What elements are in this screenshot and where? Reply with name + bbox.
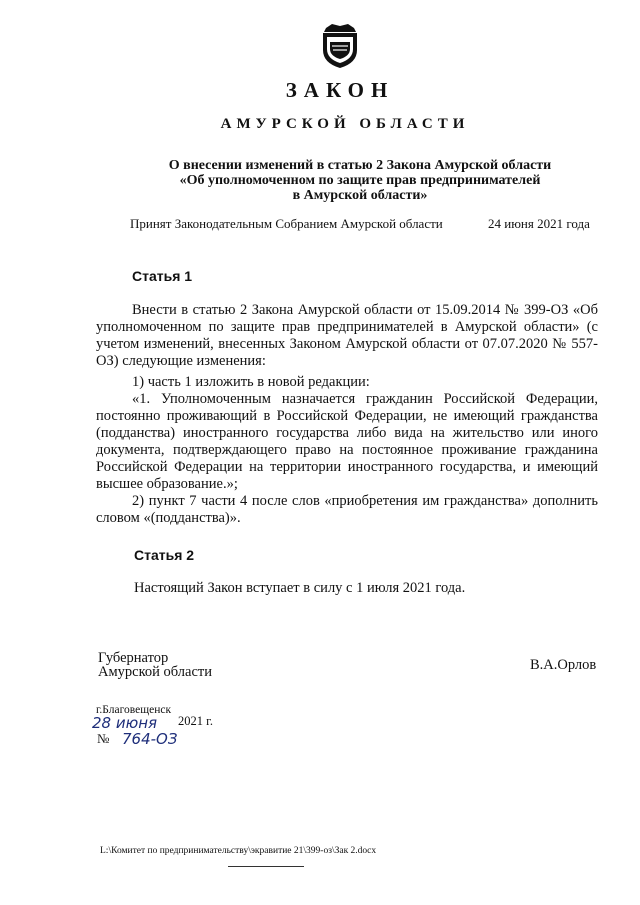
- article-1-item-2: 2) пункт 7 части 4 после слов «приобретения им гражданства» дополнить словом «(подданства)».: [96, 493, 598, 526]
- governor-region: Амурской области: [98, 664, 212, 680]
- governor-position: Губернатор: [98, 650, 169, 666]
- file-path-footer: L:\Комитет по предпринимательству\экравитие 21\399-оз\Зак 2.docx: [100, 846, 377, 856]
- law-title-line: «Об уполномоченном по защите прав предпринимателей: [179, 173, 541, 188]
- coat-of-arms-icon: [318, 20, 362, 70]
- registration-year: 2021 г.: [178, 714, 213, 728]
- registration-number-handwritten: 764-ОЗ: [122, 730, 178, 748]
- adopted-date: 24 июня 2021 года: [488, 216, 590, 231]
- footer-divider: [228, 866, 304, 867]
- article-2-heading: Статья 2: [134, 547, 195, 563]
- article-2-text: Настоящий Закон вступает в силу с 1 июля 2021 года.: [134, 580, 466, 596]
- law-title-line: О внесении изменений в статью 2 Закона Амурской области: [168, 158, 552, 173]
- document-subtitle: АМУРСКОЙ ОБЛАСТИ: [220, 116, 470, 132]
- article-1-heading: Статья 1: [132, 268, 193, 284]
- article-1-intro: Внести в статью 2 Закона Амурской области от 15.09.2014 № 399-ОЗ «Об уполномоченном по защите прав предпринимателей в Амурской области» (с учетом изменений, внесенных Законом Амурской области от 07.07.2020 № 557-ОЗ) следующие изменения:: [96, 302, 598, 369]
- registration-city: г.Благовещенск: [96, 704, 172, 716]
- registration-date-handwritten: 28 июня: [92, 714, 158, 732]
- article-1-item-1: 1) часть 1 изложить в новой редакции:: [132, 374, 370, 390]
- article-1-item-1-text: «1. Уполномоченным назначается гражданин Российской Федерации, постоянно проживающий в Российской Федерации, не имеющий гражданства (подданства) иностранного государства либо вида на жительство или иного документа, подтверждающего право на постоянное проживание гражданина Российской Федерации на территории иностранного государства, и имеющий высшее образование.»;: [96, 391, 598, 492]
- adopted-by: Принят Законодательным Собранием Амурской области: [130, 216, 443, 231]
- law-title-line: в Амурской области»: [292, 188, 428, 203]
- governor-name: В.А.Орлов: [530, 657, 597, 673]
- registration-number-label: №: [97, 731, 110, 746]
- law-title: [140, 158, 580, 203]
- document-title: ЗАКОН: [285, 78, 395, 102]
